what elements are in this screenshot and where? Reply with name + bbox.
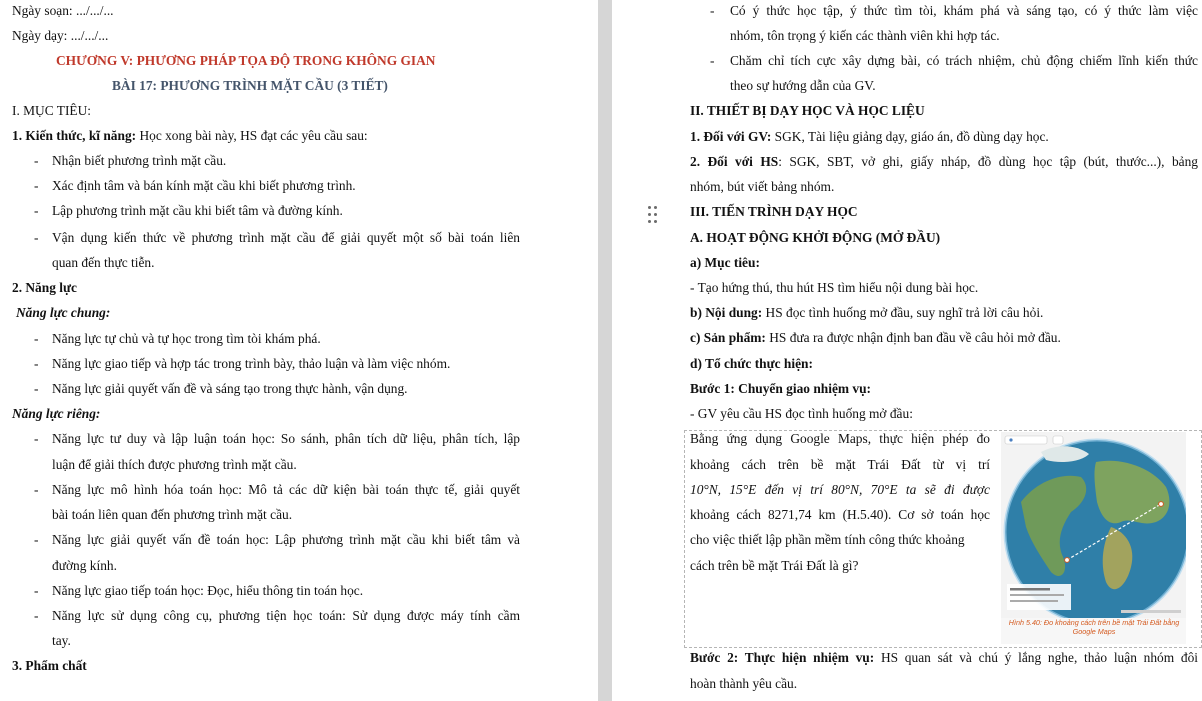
- bullet-dash: -: [34, 583, 39, 598]
- student-label: 2. Đối với HS: [690, 154, 779, 169]
- step1-text: - GV yêu cầu HS đọc tình huống mở đầu:: [690, 406, 913, 421]
- product-text: HS đưa ra được nhận định ban đầu về câu hỏi mở đầu.: [765, 330, 1061, 345]
- chapter-title: CHƯƠNG V: PHƯƠNG PHÁP TỌA ĐỘ TRONG KHÔNG GIAN: [56, 53, 436, 68]
- step2-continued: hoàn thành yêu cầu.: [690, 676, 798, 691]
- drag-handle-icon[interactable]: [648, 206, 660, 226]
- bullet-dash: -: [34, 381, 39, 396]
- bullet-dash: -: [34, 178, 39, 193]
- scenario-line: khoảng cách trên bề mặt Trái Đất từ vị trí: [690, 457, 990, 472]
- goal-label: a) Mục tiêu:: [690, 255, 760, 270]
- scenario-line: Bằng ứng dụng Google Maps, thực hiện phép đo: [690, 431, 990, 446]
- scenario-line: khoảng cách 8271,74 km (H.5.40). Cơ sở toán học: [690, 507, 990, 522]
- prep-date: Ngày soạn: .../.../...: [12, 3, 114, 18]
- figure-caption: Hình 5.40: Đo khoảng cách trên bề mặt Trái Đất bằng Google Maps: [1008, 618, 1180, 636]
- lesson-title: BÀI 17: PHƯƠNG TRÌNH MẶT CẦU (3 TIẾT): [112, 78, 388, 93]
- page-gutter: [598, 0, 612, 701]
- step2-line: [690, 649, 1198, 666]
- content-label: b) Nội dung:: [690, 305, 763, 320]
- list-item: Năng lực giải quyết vấn đề toán học: Lập phương trình mặt cầu khi biết tâm và: [52, 532, 520, 547]
- list-item: Năng lực sử dụng công cụ, phương tiện học toán: Sử dụng được máy tính cầm: [52, 608, 520, 623]
- step2-text: HS quan sát và chú ý lắng nghe, thảo luận nhóm đôi: [874, 650, 1198, 665]
- student-materials-continued: nhóm, bút viết bảng nhóm.: [690, 179, 835, 194]
- list-item-continued: tay.: [52, 633, 71, 648]
- earth-map-image: [1001, 432, 1186, 644]
- list-item: Năng lực giải quyết vấn đề và sáng tạo trong thực hành, vận dụng.: [52, 381, 408, 396]
- bullet-dash: -: [34, 482, 39, 497]
- list-item-continued: luận để giải thích được phương trình mặt cầu.: [52, 457, 297, 472]
- list-item: Năng lực giao tiếp và hợp tác trong trình bày, thảo luận và làm việc nhóm.: [52, 356, 451, 371]
- knowledge-paragraph: [12, 127, 368, 144]
- list-item-continued: quan đến thực tiễn.: [52, 255, 155, 270]
- qualities-heading: 3. Phẩm chất: [12, 658, 87, 673]
- product-label: c) Sản phẩm:: [690, 330, 766, 345]
- organization-label: d) Tổ chức thực hiện:: [690, 356, 813, 371]
- competence-heading: 2. Năng lực: [12, 280, 77, 295]
- bullet-dash: -: [34, 153, 39, 168]
- section-objectives: I. MỤC TIÊU:: [12, 103, 91, 118]
- list-item: Năng lực tư duy và lập luận toán học: So sánh, phân tích dữ liệu, phân tích, lập: [52, 431, 520, 446]
- list-item: Năng lực tự chủ và tự học trong tìm tòi khám phá.: [52, 331, 321, 346]
- step2-label: Bước 2: Thực hiện nhiệm vụ:: [690, 650, 875, 665]
- bullet-dash: -: [34, 532, 39, 547]
- bullet-dash: -: [34, 608, 39, 623]
- list-item: Xác định tâm và bán kính mặt cầu khi biết phương trình.: [52, 178, 356, 193]
- list-item: Chăm chỉ tích cực xây dựng bài, có trách nhiệm, chủ động chiếm lĩnh kiến thức: [730, 53, 1198, 68]
- scenario-line: cách trên bề mặt Trái Đất là gì?: [690, 558, 859, 573]
- scenario-line: 10°N, 15°E đến vị trí 80°N, 70°E ta sẽ đi được: [690, 482, 990, 497]
- list-item-continued: bài toán liên quan đến phương trình mặt cầu.: [52, 507, 293, 522]
- specific-competence-heading: Năng lực riêng:: [12, 406, 101, 421]
- teacher-materials: [690, 128, 1049, 145]
- bullet-dash: -: [34, 203, 39, 218]
- list-item-continued: đường kính.: [52, 558, 117, 573]
- knowledge-text: Học xong bài này, HS đạt các yêu cầu sau:: [136, 128, 368, 143]
- list-item-continued: nhóm, tôn trọng ý kiến các thành viên khi hợp tác.: [730, 28, 1000, 43]
- list-item: Nhận biết phương trình mặt cầu.: [52, 153, 227, 168]
- student-materials: [690, 153, 1198, 170]
- content-line: [690, 304, 1043, 321]
- teacher-text: SGK, Tài liệu giảng dạy, giáo án, đồ dùng dạy học.: [771, 129, 1049, 144]
- product-line: [690, 329, 1061, 346]
- list-item: Năng lực mô hình hóa toán học: Mô tả các dữ kiện bài toán thực tế, giải quyết: [52, 482, 520, 497]
- bullet-dash: -: [710, 53, 715, 68]
- bullet-dash: -: [710, 3, 715, 18]
- goal-text: - Tạo hứng thú, thu hút HS tìm hiểu nội dung bài học.: [690, 280, 979, 295]
- student-text: : SGK, SBT, vở ghi, giấy nháp, đồ dùng học tập (bút, thước...), bảng: [778, 154, 1198, 169]
- teacher-label: 1. Đối với GV:: [690, 129, 772, 144]
- scenario-line: cho việc thiết lập phần mềm tính công thức khoảng: [690, 532, 965, 547]
- list-item: Vận dụng kiến thức về phương trình mặt cầu để giải quyết một số bài toán liên: [52, 230, 520, 245]
- document-page-left[interactable]: [0, 0, 598, 701]
- list-item: Có ý thức học tập, ý thức tìm tòi, khám phá và sáng tạo, có ý thức làm việc: [730, 3, 1198, 18]
- bullet-dash: -: [34, 331, 39, 346]
- step1-label: Bước 1: Chuyển giao nhiệm vụ:: [690, 381, 871, 396]
- globe-illustration: [1001, 432, 1186, 618]
- bullet-dash: -: [34, 356, 39, 371]
- general-competence-heading: Năng lực chung:: [16, 305, 111, 320]
- bullet-dash: -: [34, 431, 39, 446]
- list-item-continued: theo sự hướng dẫn của GV.: [730, 78, 876, 93]
- list-item: Lập phương trình mặt cầu khi biết tâm và đường kính.: [52, 203, 343, 218]
- content-text: HS đọc tình huống mở đầu, suy nghĩ trả lời câu hỏi.: [762, 305, 1044, 320]
- teach-date: Ngày dạy: .../.../...: [12, 28, 109, 43]
- process-heading: III. TIẾN TRÌNH DẠY HỌC: [690, 204, 858, 219]
- list-item: Năng lực giao tiếp toán học: Đọc, hiểu thông tin toán học.: [52, 583, 364, 598]
- activity-a-heading: A. HOẠT ĐỘNG KHỞI ĐỘNG (MỞ ĐẦU): [690, 230, 941, 245]
- bullet-dash: -: [34, 230, 39, 245]
- equipment-heading: II. THIẾT BỊ DẠY HỌC VÀ HỌC LIỆU: [690, 103, 925, 118]
- knowledge-label: 1. Kiến thức, kĩ năng:: [12, 128, 137, 143]
